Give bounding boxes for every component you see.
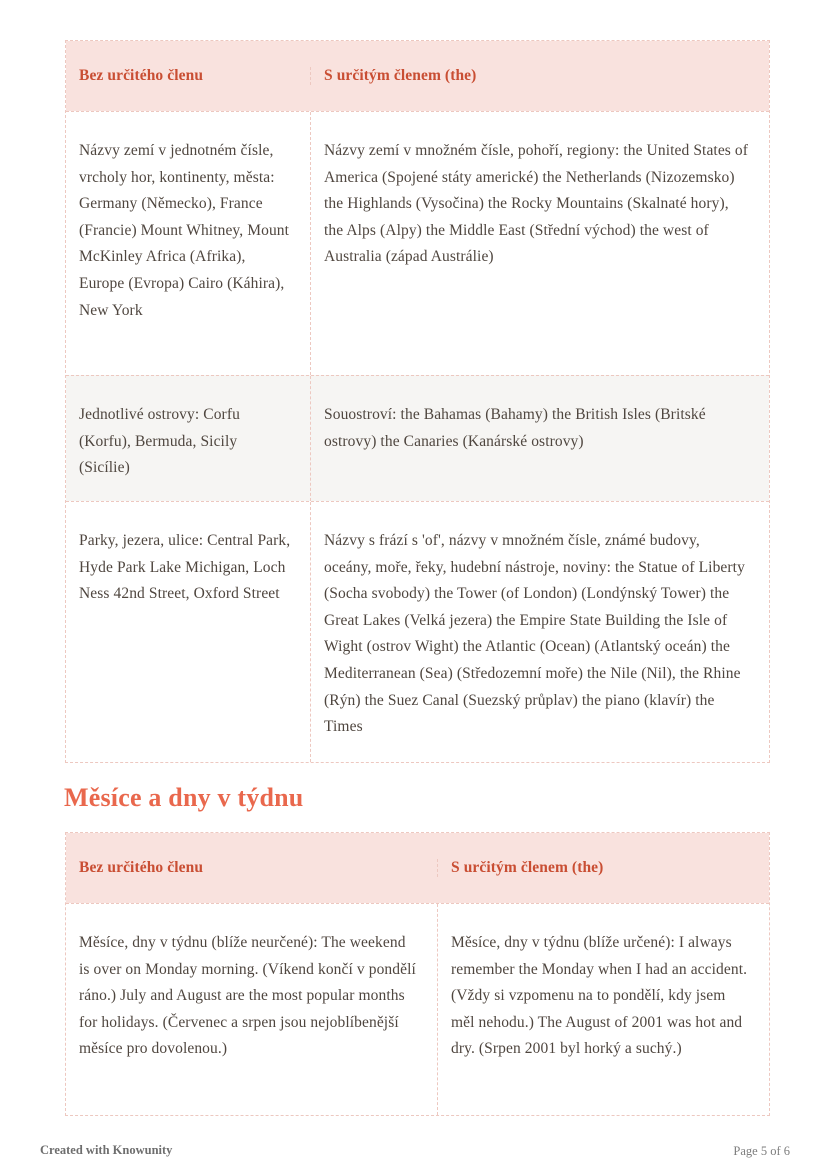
table-1-header-no-article: Bez určitého členu — [66, 67, 311, 85]
articles-table-1 — [65, 40, 770, 763]
table-2-row-1-left-cell: Měsíce, dny v týdnu (blíže neurčené): The weekend is over on Monday morning. (Víkend končí v pondělí ráno.) July and August are the most popular months for holidays. (Červenec a srpen jsou nejoblíbenější měsíce pro dovolenou.) — [66, 904, 438, 1115]
table-2-header-no-article: Bez určitého členu — [66, 859, 438, 877]
table-1-row-2-left-cell: Jednotlivé ostrovy: Corfu (Korfu), Bermuda, Sicily (Sicílie) — [66, 376, 311, 501]
table-1-row-1-right-cell: Názvy zemí v množném čísle, pohoří, regiony: the United States of America (Spojené státy americké) the Netherlands (Nizozemsko) the Highlands (Vysočina) the Rocky Mountains (Skalnaté hory), the Alps (Alpy) the Middle East (Střední východ) the west of Australia (západ Austrálie) — [324, 142, 749, 266]
page-number-label: Page 5 of 6 — [733, 1144, 790, 1158]
table-1-row-3-right-cell: Názvy s frází s 'of', názvy v množném čísle, známé budovy, oceány, moře, řeky, hudební nástroje, noviny: the Statue of Liberty (Socha svobody) the Tower (of London) (Londýnský Tower) the Great Lakes (Velká jezera) the Empire State Building the Isle of Wight (ostrov Wight) the Atlantic (Ocean) (Atlantský oceán) the Mediterranean (Sea) (Středozemní moře) the Nile (Nil), the Rhine (Rýn) the Suez Canal (Suezský průplav) the piano (klavír) the Times — [324, 532, 745, 736]
table-1-row-2-right-cell: Souostroví: the Bahamas (Bahamy) the British Isles (Britské ostrovy) the Canaries (Kanárské ostrovy) — [324, 406, 706, 450]
created-with-knowunity-label: Created with Knowunity — [40, 1143, 173, 1157]
articles-table-2 — [65, 832, 770, 1116]
table-1-header-definite-article: S určitým členem (the) — [324, 67, 477, 84]
table-1-row-3-left-cell: Parky, jezera, ulice: Central Park, Hyde Park Lake Michigan, Loch Ness 42nd Street, Oxford Street — [66, 502, 311, 762]
table-2-header-row — [66, 833, 769, 903]
table-row — [66, 501, 769, 762]
table-2-row-1-right-cell: Měsíce, dny v týdnu (blíže určené): I always remember the Monday when I had an accident. (Vždy si vzpomenu na to pondělí, kdy jsem měl nehodu.) The August of 2001 was hot and dry. (Srpen 2001 byl horký a suchý.) — [451, 934, 748, 1058]
section-heading-months-days: Měsíce a dny v týdnu — [64, 783, 304, 812]
table-row — [66, 903, 769, 1115]
table-row — [66, 375, 769, 501]
table-row — [66, 111, 769, 375]
table-2-header-definite-article: S určitým členem (the) — [451, 859, 604, 876]
table-1-header-row — [66, 41, 769, 111]
table-1-row-1-left-cell: Názvy zemí v jednotném čísle, vrcholy hor, kontinenty, města: Germany (Německo), France (Francie) Mount Whitney, Mount McKinley Africa (Afrika), Europe (Evropa) Cairo (Káhira), New York — [66, 112, 311, 375]
